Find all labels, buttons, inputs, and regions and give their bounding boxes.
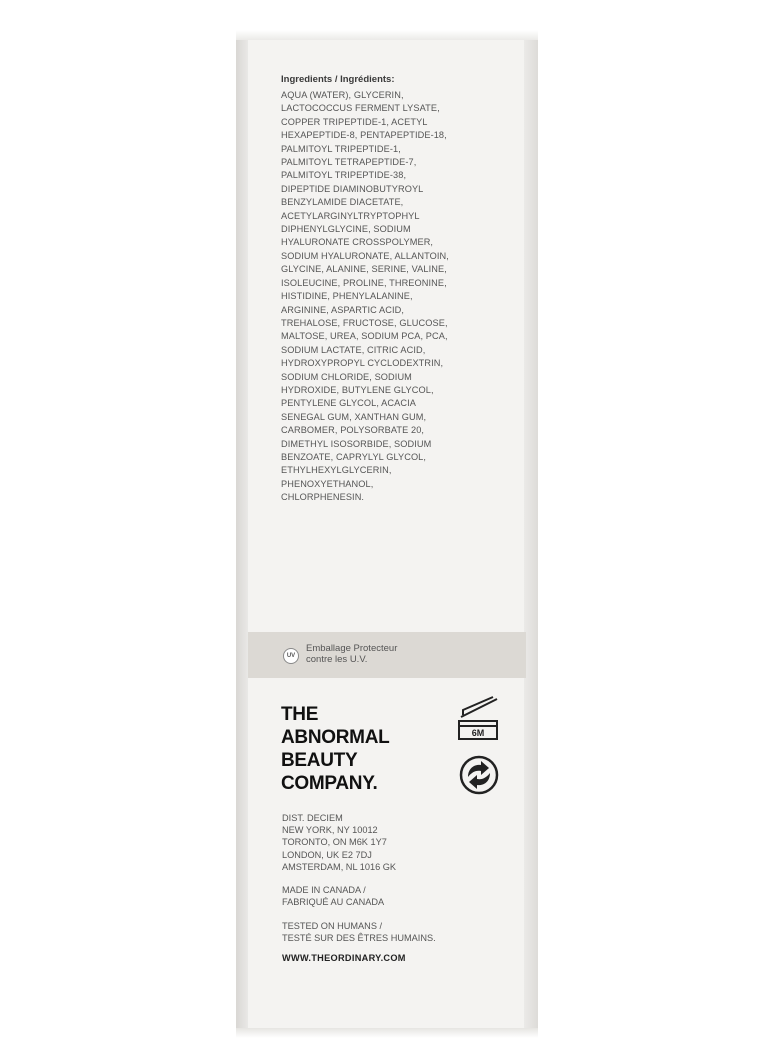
ingredient-line: BENZYLAMIDE DIACETATE, xyxy=(281,197,404,208)
brand-line-3: BEAUTY xyxy=(281,750,358,771)
ingredient-line: ETHYLHEXYLGLYCERIN, xyxy=(281,465,392,476)
ingredient-line: HEXAPEPTIDE-8, PENTAPEPTIDE-18, xyxy=(281,130,447,141)
ingredient-line: BENZOATE, CAPRYLYL GLYCOL, xyxy=(281,451,427,462)
ingredient-line: ISOLEUCINE, PROLINE, THREONINE, xyxy=(281,277,447,288)
distributor-line: DIST. DECIEM xyxy=(282,813,343,823)
ingredient-line: PALMITOYL TRIPEPTIDE-38, xyxy=(281,170,407,181)
ingredient-line: ARGININE, ASPARTIC ACID, xyxy=(281,304,405,315)
ingredient-line: GLYCINE, ALANINE, SERINE, VALINE, xyxy=(281,264,447,275)
ingredients-list xyxy=(281,89,513,505)
ingredient-line: CHLORPHENESIN. xyxy=(281,492,365,503)
ingredient-line: TREHALOSE, FRUCTOSE, GLUCOSE, xyxy=(281,317,448,328)
ingredient-line: COPPER TRIPEPTIDE-1, ACETYL xyxy=(281,116,428,127)
ingredient-line: LACTOCOCCUS FERMENT LYSATE, xyxy=(281,103,440,114)
ingredient-line: DIPHENYLGLYCINE, SODIUM xyxy=(281,224,411,235)
uv-protection-text xyxy=(306,643,486,665)
tested-line-2: TESTÉ SUR DES ÊTRES HUMAINS. xyxy=(282,933,436,944)
ingredient-line: SODIUM CHLORIDE, SODIUM xyxy=(281,371,412,382)
brand-line-4: COMPANY. xyxy=(281,773,378,794)
ingredient-line: PALMITOYL TETRAPEPTIDE-7, xyxy=(281,157,417,168)
distributor-line: NEW YORK, NY 10012 xyxy=(282,825,378,836)
ingredient-line: SODIUM LACTATE, CITRIC ACID, xyxy=(281,344,426,355)
pao-label: 6M xyxy=(471,728,485,738)
ingredient-line: ACETYLARGINYLTRYPTOPHYL xyxy=(281,210,420,221)
brand-line-1: THE xyxy=(281,704,319,725)
distributor-line: TORONTO, ON M6K 1Y7 xyxy=(282,837,387,848)
ingredient-line: SODIUM HYALURONATE, ALLANTOIN, xyxy=(281,250,449,261)
ingredient-line: CARBOMER, POLYSORBATE 20, xyxy=(281,425,425,436)
ingredient-line: PHENOXYETHANOL, xyxy=(281,478,374,489)
uv-text-line-1: Emballage Protecteur xyxy=(306,643,398,654)
uv-text-line-2: contre les U.V. xyxy=(306,654,368,665)
brand-name xyxy=(281,703,451,795)
ingredient-line: PENTYLENE GLYCOL, ACACIA xyxy=(281,398,416,409)
made-in-text xyxy=(282,884,502,908)
ingredient-line: PALMITOYL TRIPEPTIDE-1, xyxy=(281,143,401,154)
distributor-line: AMSTERDAM, NL 1016 GK xyxy=(282,861,397,872)
ingredient-line: AQUA (WATER), GLYCERIN, xyxy=(281,90,404,100)
brand-line-2: ABNORMAL xyxy=(281,727,390,748)
tested-line-1: TESTED ON HUMANS / xyxy=(282,921,383,931)
tested-on-humans-text xyxy=(282,920,512,944)
website-url: WWW.THEORDINARY.COM xyxy=(282,953,406,963)
ingredient-line: HYDROXYPROPYL CYCLODEXTRIN, xyxy=(281,358,444,369)
box-bottom-edge xyxy=(236,1028,538,1038)
made-in-line-1: MADE IN CANADA / xyxy=(282,885,366,895)
distributor-line: LONDON, UK E2 7DJ xyxy=(282,849,372,860)
made-in-line-2: FABRIQUÉ AU CANADA xyxy=(282,897,385,908)
green-dot-recycle-icon xyxy=(459,755,499,795)
ingredient-line: HYALURONATE CROSSPOLYMER, xyxy=(281,237,434,248)
open-jar-period-after-opening-icon xyxy=(455,693,501,741)
box-right-side xyxy=(524,40,538,1030)
ingredient-line: HISTIDINE, PHENYLALANINE, xyxy=(281,291,413,302)
ingredient-line: DIPEPTIDE DIAMINOBUTYROYL xyxy=(281,183,424,194)
ingredient-line: DIMETHYL ISOSORBIDE, SODIUM xyxy=(281,438,432,449)
ingredient-line: SENEGAL GUM, XANTHAN GUM, xyxy=(281,411,427,422)
ingredient-line: HYDROXIDE, BUTYLENE GLYCOL, xyxy=(281,384,434,395)
uv-icon: UV xyxy=(283,648,299,664)
ingredient-line: MALTOSE, UREA, SODIUM PCA, PCA, xyxy=(281,331,448,342)
distributor-address xyxy=(282,812,502,873)
ingredients-title: Ingredients / Ingrédients: xyxy=(281,74,395,85)
